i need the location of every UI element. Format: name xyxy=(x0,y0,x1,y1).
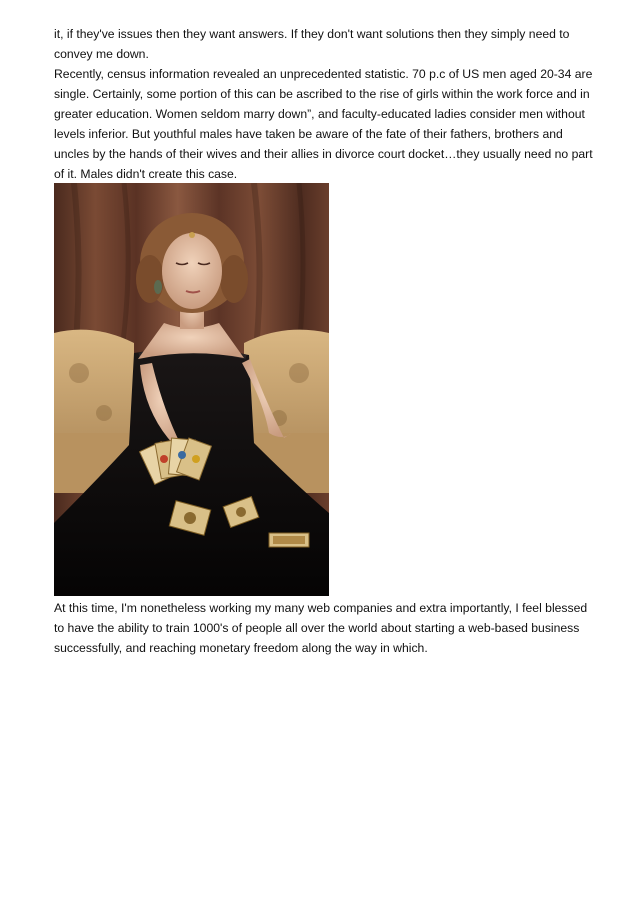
earring xyxy=(154,280,162,294)
face xyxy=(162,233,222,309)
tarot-reader-photo xyxy=(54,183,329,596)
photo-illustration xyxy=(54,183,329,596)
paragraph-3: At this time, I'm nonetheless working my many web companies and extra importantly, I feel blessed to have the ability to train 1000's of people all over the world about starting a web-based business successfully, and reaching monetary freedom along the way in which. xyxy=(54,601,588,655)
paragraph-1: it, if they've issues then they want answers. If they don't want solutions then they simply need to convey me down. xyxy=(54,27,570,61)
text-block-top xyxy=(54,24,594,184)
paragraph-2: Recently, census information revealed an unprecedented statistic. 70 p.c of US men aged 20-34 are single. Certainly, some portion of this can be ascribed to the rise of girls within the work force and in greater education. Women seldom marry down”, and faculty-educated ladies consider men without levels inferior. But youthful males have taken be aware of the fate of their fathers, brothers and uncles by the hands of their wives and their allies in divorce court docket…they usually need no part of it. Males didn't create this case. xyxy=(54,67,593,181)
forehead-jewel xyxy=(189,232,195,238)
text-block-bottom xyxy=(54,598,594,658)
